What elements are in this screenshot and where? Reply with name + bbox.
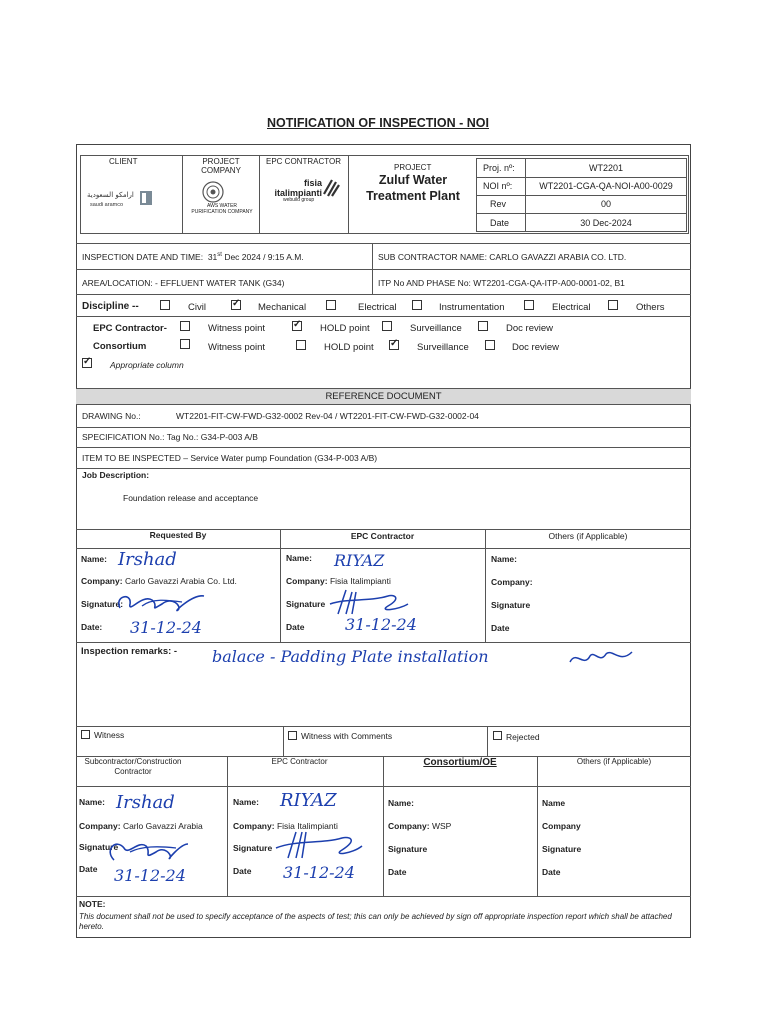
appropriate-column-checkbox[interactable] [82, 358, 92, 368]
others-signoff-name-label: Name [542, 798, 566, 808]
area-location: AREA/LOCATION: - EFFLUENT WATER TANK (G34) [82, 278, 285, 288]
consortium-company: Company: WSP [388, 821, 452, 831]
discipline-others-checkbox[interactable] [608, 300, 618, 310]
epc-contractor-points-label: EPC Contractor- [93, 323, 167, 334]
result-witness-checkbox[interactable] [81, 730, 90, 739]
sub-signature-scribble [100, 832, 190, 866]
rev-label: Rev [490, 199, 507, 209]
aws-logo-text: AWS WATER PURIFICATION COMPANY [191, 203, 253, 215]
discipline-instrumentation-checkbox[interactable] [412, 300, 422, 310]
others-req-name-label: Name: [491, 554, 517, 564]
req-signature-label: Signature: [81, 599, 124, 609]
consortium-date-label: Date [388, 867, 407, 877]
fisia-logo-text: fisia italimpianti [274, 178, 322, 198]
signoff-consortium-heading: Consortium/OE [423, 757, 497, 768]
others-signoff-company-label: Company [542, 821, 581, 831]
epc-req-name-handwritten: RIYAZ [334, 551, 385, 570]
date-label: Date [490, 218, 510, 228]
sub-name-handwritten: Irshad [116, 792, 175, 813]
consortium-hold-checkbox[interactable] [296, 340, 306, 350]
consortium-doc-review-checkbox[interactable] [485, 340, 495, 350]
inspection-date-time: INSPECTION DATE AND TIME: 31st Dec 2024 / 9:15 A.M. [82, 252, 304, 262]
signoff-epc-heading: EPC Contractor [271, 757, 328, 766]
job-description-label: Job Description: [82, 470, 150, 480]
epc-req-signature-scribble [318, 586, 414, 618]
discipline-mechanical-label: Mechanical [258, 302, 307, 313]
epc-req-signature-label: Signature [286, 599, 326, 609]
proj-no-value: WT2201 [588, 163, 623, 173]
signoff-others-heading: Others (if Applicable) [576, 757, 652, 766]
epc-witness-checkbox[interactable] [180, 321, 190, 331]
date-value: 30 Dec-2024 [580, 218, 632, 228]
note-text: This document shall not be used to specify acceptance of the aspects of test; this can only be achieved by sign off appropriate inspection report which shall be attached hereto. [79, 912, 672, 931]
note-label: NOTE: [79, 899, 106, 909]
epc-req-date-handwritten: 31-12-24 [345, 615, 417, 634]
noi-no-label: NOI nº: [483, 181, 513, 191]
fisia-logo-sub: webuild group [283, 197, 315, 203]
consortium-witness-label: Witness point [208, 342, 266, 353]
document-title: NOTIFICATION OF INSPECTION - NOI [267, 116, 489, 130]
epc-request-heading: EPC Contractor [350, 531, 415, 541]
inspection-remarks-label: Inspection remarks: - [81, 646, 178, 657]
appropriate-column-label: Appropriate column [110, 360, 184, 370]
epc-witness-label: Witness point [208, 323, 266, 334]
consortium-witness-checkbox[interactable] [180, 339, 190, 349]
epc-signoff-name-handwritten: RIYAZ [280, 790, 337, 811]
consortium-doc-review-label: Doc review [512, 342, 559, 353]
epc-surveillance-label: Surveillance [410, 323, 462, 334]
discipline-mechanical-checkbox[interactable] [231, 300, 241, 310]
sub-date-label: Date [79, 864, 98, 874]
itp-phase: ITP No AND PHASE No: WT2201-CGA-QA-ITP-A00-0001-02, B1 [378, 278, 625, 288]
others-req-company-label: Company: [491, 577, 533, 587]
req-company: Company: Carlo Gavazzi Arabia Co. Ltd. [81, 576, 237, 586]
discipline-electrical-checkbox[interactable] [326, 300, 336, 310]
epc-hold-label: HOLD point [320, 323, 370, 334]
epc-signoff-company: Company: Fisia Italimpianti [233, 821, 338, 831]
epc-signoff-date-handwritten: 31-12-24 [283, 863, 355, 882]
drawing-value: WT2201-FIT-CW-FWD-G32-0002 Rev-04 / WT2201-FIT-CW-FWD-G32-0002-04 [176, 411, 479, 421]
svg-text:saudi aramco: saudi aramco [90, 202, 124, 208]
epc-signoff-signature-label: Signature [233, 843, 273, 853]
noi-no-value: WT2201-CGA-QA-NOI-A00-0029 [539, 181, 673, 191]
discipline-instrumentation-label: Instrumentation [439, 302, 505, 313]
consortium-signature-label: Signature [388, 844, 428, 854]
req-name-label: Name: [81, 554, 107, 564]
drawing-label: DRAWING No.: [82, 411, 141, 421]
others-req-date-label: Date [491, 623, 510, 633]
sub-signature-label: Signature [79, 842, 119, 852]
sub-company: Company: Carlo Gavazzi Arabia [79, 821, 203, 831]
epc-contractor-label: EPC CONTRACTOR [266, 157, 341, 166]
epc-doc-review-checkbox[interactable] [478, 321, 488, 331]
epc-req-date-label: Date [286, 622, 305, 632]
svg-text:ارامكو السعودية: ارامكو السعودية [87, 191, 134, 199]
reference-heading: REFERENCE DOCUMENT [325, 391, 442, 402]
req-date-handwritten: 31-12-24 [130, 618, 202, 637]
subcontractor-name: SUB CONTRACTOR NAME: CARLO GAVAZZI ARABIA CO. LTD. [378, 252, 627, 262]
consortium-hold-label: HOLD point [324, 342, 374, 353]
epc-signoff-date-label: Date [233, 866, 252, 876]
consortium-points-label: Consortium [93, 341, 147, 352]
epc-req-company: Company: Fisia Italimpianti [286, 576, 391, 586]
discipline-label: Discipline -- [82, 301, 139, 312]
consortium-surveillance-label: Surveillance [417, 342, 469, 353]
result-witness-comments-label: Witness with Comments [301, 731, 393, 741]
others-request-heading: Others (if Applicable) [548, 531, 628, 541]
discipline-electrical2-checkbox[interactable] [524, 300, 534, 310]
aws-logo-icon [201, 180, 225, 204]
project-company-label: PROJECT COMPANY [201, 157, 241, 175]
discipline-others-label: Others [636, 302, 665, 313]
signoff-sub-heading: Subcontractor/Construction Contractor [84, 757, 182, 776]
epc-req-name-label: Name: [286, 553, 312, 563]
client-label: CLIENT [109, 157, 138, 166]
sub-date-handwritten: 31-12-24 [114, 866, 186, 885]
result-witness-comments-checkbox[interactable] [288, 731, 297, 740]
saudi-aramco-logo [86, 188, 158, 210]
discipline-civil-checkbox[interactable] [160, 300, 170, 310]
result-rejected-checkbox[interactable] [493, 731, 502, 740]
project-label: PROJECT [394, 163, 432, 172]
epc-hold-checkbox[interactable] [292, 321, 302, 331]
consortium-surveillance-checkbox[interactable] [389, 340, 399, 350]
others-signoff-signature-label: Signature [542, 844, 582, 854]
proj-no-label: Proj. nº: [483, 163, 515, 173]
req-date-label: Date: [81, 622, 103, 632]
others-signoff-date-label: Date [542, 867, 561, 877]
req-signature-scribble [112, 586, 212, 618]
job-description-value: Foundation release and acceptance [123, 493, 259, 503]
rev-value: 00 [600, 199, 611, 209]
discipline-electrical-label: Electrical [358, 302, 397, 313]
consortium-name-label: Name: [388, 798, 414, 808]
inspection-remarks-handwritten: balace - Padding Plate installation [212, 647, 489, 666]
epc-signoff-name-label: Name: [233, 797, 259, 807]
sub-name-label: Name: [79, 797, 105, 807]
result-witness-label: Witness [94, 730, 125, 740]
item-to-inspect: ITEM TO BE INSPECTED – Service Water pump Foundation (G34-P-003 A/B) [82, 453, 378, 463]
epc-doc-review-label: Doc review [506, 323, 553, 334]
discipline-civil-label: Civil [188, 302, 206, 313]
others-req-signature-label: Signature [491, 600, 531, 610]
project-name: Zuluf Water Treatment Plant [366, 173, 460, 203]
fisia-logo-icon [322, 176, 342, 198]
requested-by-heading: Requested By [149, 530, 207, 540]
req-name-handwritten: Irshad [118, 549, 177, 570]
specification: SPECIFICATION No.: Tag No.: G34-P-003 A/B [82, 432, 258, 442]
epc-signoff-signature-scribble [266, 826, 366, 862]
discipline-electrical2-label: Electrical [552, 302, 591, 313]
remarks-signature-scribble [566, 644, 636, 670]
epc-surveillance-checkbox[interactable] [382, 321, 392, 331]
result-rejected-label: Rejected [506, 732, 540, 742]
